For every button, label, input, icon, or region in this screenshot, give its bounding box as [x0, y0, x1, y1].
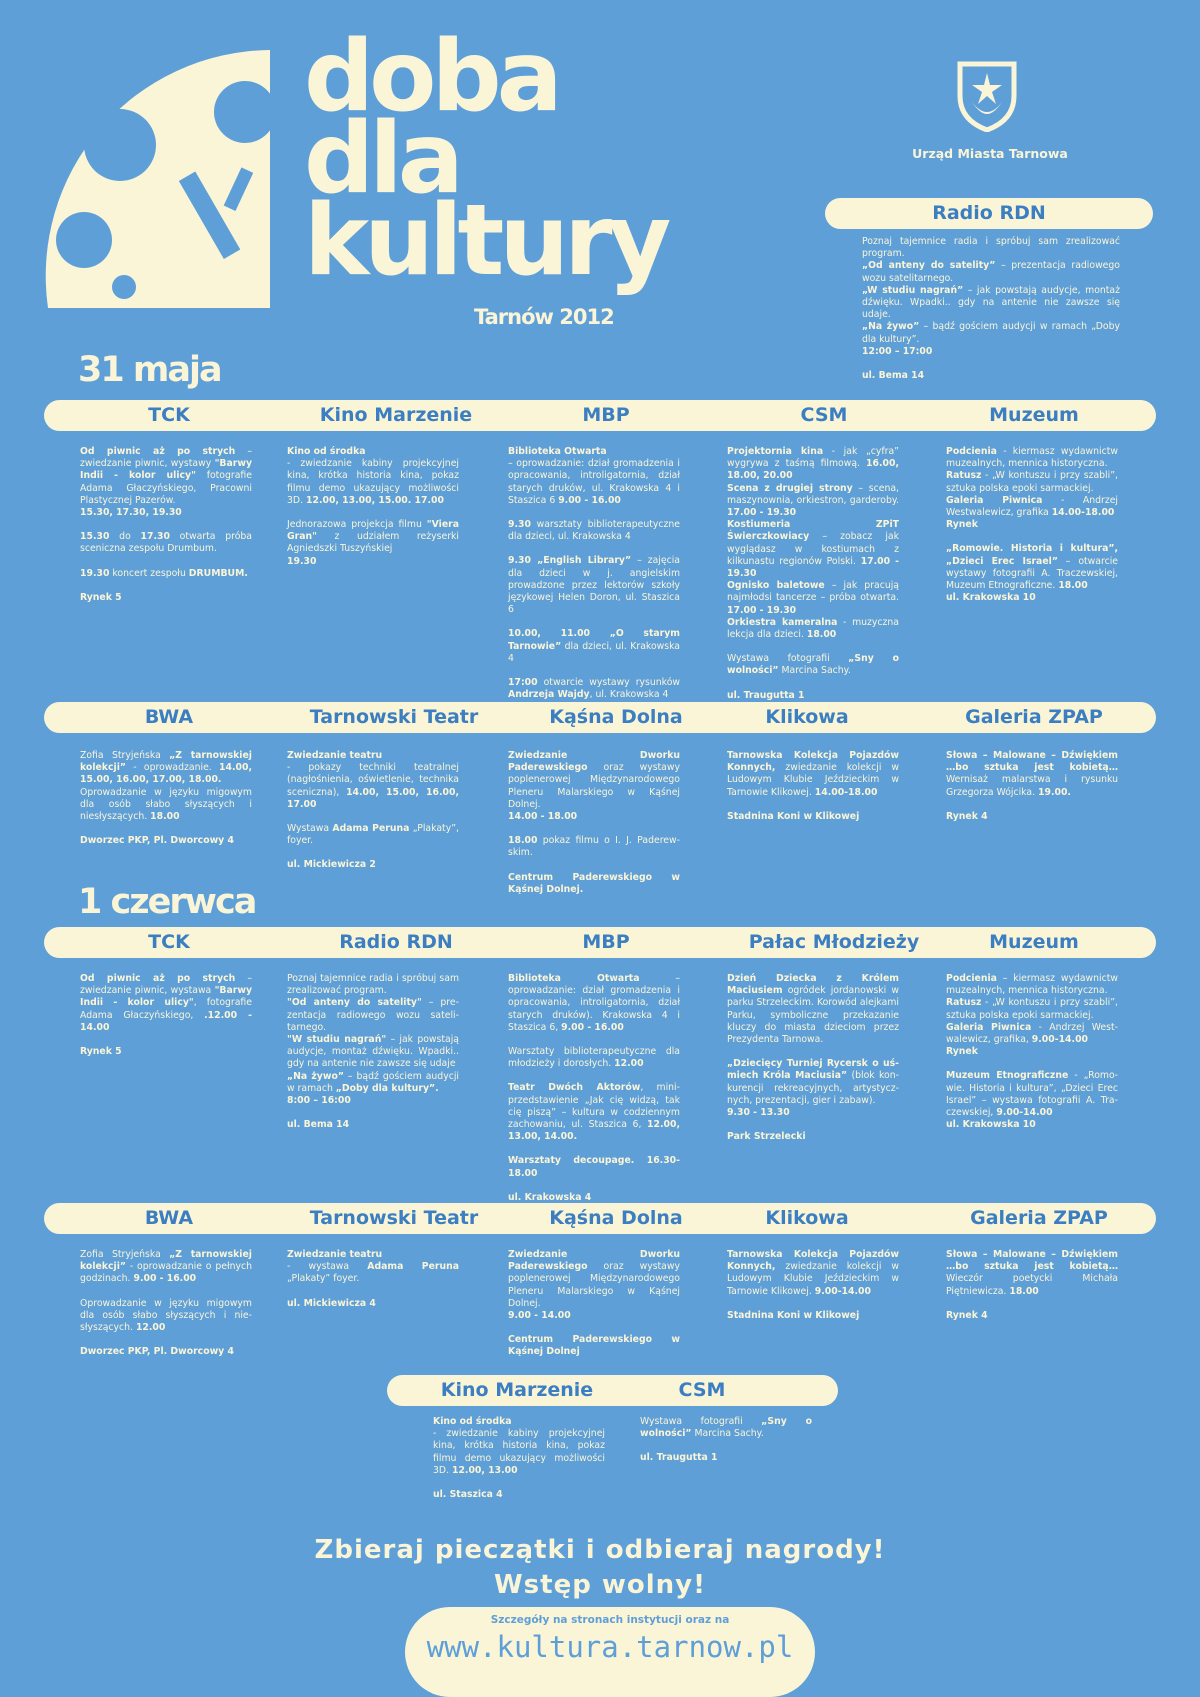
date-heading-31-maja: 31 maja: [78, 350, 221, 390]
title-line-2: dla: [304, 102, 459, 216]
program-rdn-day2: Poznaj tajemnice radia i spróbuj sam zrealizować program. "Od anteny do satelity" – prezentacja radiowego wozu satelitarnego. "W studiu nagrań" – jak powstają audycje, montaż dźwięku. Wpadki.. gdy na antenie nie zawsze się udaje „Na żywo” – bądź gościem audycji w ramach „Doby dla kultury”. 8:00 – 16:00 ul. Bema 14: [287, 973, 460, 1131]
address: Centrum Paderewskiego w Kąśnej Dolnej.: [508, 871, 680, 895]
address: ul. Bema 14: [287, 1119, 350, 1131]
venue-header: Radio RDN: [339, 931, 453, 953]
venue-header: Muzeum: [989, 404, 1079, 426]
program-klikowa-day1: Tarnowska Kolekcja Pojazdów Konnych, zwiedzanie kolekcji w Ludowym Klubie Jeździeckim w Tarnowie Klikowej. 14.00-18.00 Stadnina Koni w Klikowej: [727, 750, 899, 822]
address: Stadnina Koni w Klikowej: [727, 810, 860, 822]
footer-details-text: Szczegóły na stronach instytucji oraz na: [490, 1614, 730, 1626]
radio-rdn-header: Radio RDN: [825, 198, 1153, 229]
venue-header: Kąśna Dolna: [549, 706, 683, 728]
venue-bar-day1-row1: [44, 400, 1156, 431]
event-subtitle: Tarnów 2012: [474, 305, 614, 329]
program-muzeum-day1: Podcienia - kiermasz wydawnictw muzealnych, mennica historyczna. Ratusz - „W kontuszu i przy szabli”, sztuka polska epoki sarmackiej. Galeria Piwnica - Andrzej Westwalewicz, grafika 14.00-18.00 Rynek „Romowie. Historia i kultura”, „Dzieci Erec Israel” – otwarcie wystawy fotografii A. Traczewskiej, Muzeum Etnograficzne. 18.00 ul. Krakowska 10: [946, 446, 1118, 604]
date-heading-1-czerwca: 1 czerwca: [78, 882, 256, 922]
address: ul. Bema 14: [862, 370, 925, 382]
venue-header: Kino Marzenie: [319, 404, 473, 426]
address: ul. Traugutta 1: [640, 1452, 718, 1464]
city-crest-icon: [952, 58, 1022, 132]
venue-bar-day2-row3: [387, 1375, 838, 1406]
program-kino-day2: Kino od środka - zwiedzanie kabiny projekcyjnej kina, krótka historia kina, pokaz filmu demo ukazujący możliwości 3D. 12.00, 13.00 ul. Staszica 4: [433, 1416, 605, 1501]
address: ul. Staszica 4: [433, 1489, 503, 1501]
address: Stadnina Koni w Klikowej: [727, 1309, 860, 1321]
program-tck-day2: Od piwnic aż po strych – zwiedzanie piwnic, wystawa "Barwy Indii - kolor ulicy", fotografie Adama Głaczyńskiego, .12.00 - 14.00 Rynek 5: [80, 973, 253, 1058]
address: Rynek 5: [80, 591, 122, 603]
program-bwa-day1: Zofia Stryjeńska „Z tarnowskiej kolekcji” - oprowadzanie. 14.00, 15.00, 16.00, 17.00, 18.00. Oprowadzanie w języku migowym dla osób słabo słyszących i niesłyszących. 18.00 Dworzec PKP, Pl. Dworcowy 4: [80, 750, 252, 847]
venue-header: Kino Marzenie: [440, 1379, 594, 1401]
address: ul. Mickiewicza 4: [287, 1297, 376, 1309]
venue-header: MBP: [582, 404, 630, 426]
address: Dworzec PKP, Pl. Dworcowy 4: [80, 1346, 234, 1358]
venue-header: TCK: [148, 931, 190, 953]
venue-header: BWA: [144, 706, 194, 728]
venue-header: Klikowa: [765, 1207, 849, 1229]
venue-header: Klikowa: [765, 706, 849, 728]
venue-header: CSM: [800, 404, 848, 426]
program-zpap-day1: Słowa – Malowane – Dźwiękiem …bo sztuka jest kobietą… Wernisaż malarstwa i rysunku Grzegorza Wójcika. 19.00. Rynek 4: [946, 750, 1118, 822]
program-teatr-day2: Zwiedzanie teatru - wystawa Adama Peruna „Plakaty” foyer. ul. Mickiewicza 4: [287, 1249, 459, 1309]
address: ul. Traugutta 1: [727, 689, 805, 701]
footer-free-entry: Wstęp wolny!: [494, 1570, 706, 1600]
clock-logo: [40, 50, 270, 315]
address: Centrum Paderewskiego w Kąśnej Dolnej: [508, 1334, 680, 1358]
program-kasna-day1: Zwiedzanie Dworku Paderewskiego oraz wystawy poplenerowej Międzynarodowego Pleneru Malarskiego w Kąśnej Dolnej. 14.00 - 18.00 18.00 pokaz filmu o I. J. Paderewskim. Centrum Paderewskiego w Kąśnej Dolnej.: [508, 750, 680, 895]
venue-bar-day2-row1: [44, 927, 1156, 958]
footer-slogan: Zbieraj pieczątki i odbieraj nagrody!: [314, 1535, 886, 1565]
address: Park Strzelecki: [727, 1131, 806, 1143]
program-mbp-day2: Biblioteka Otwarta – oprowadzanie: dział gromadzenia i opracowania, introligatornia, dział starych druków). Krakowska 4 i Staszica 6, 9.00 - 16.00 Warsztaty biblioterapeutyczne dla młodzieży i dorosłych. 12.00 Teatr Dwóch Aktorów, miniprzedstawienie „Jak cię widzą, tak cię piszą” – kultura w codziennym zachowaniu, ul. Staszica 6, 12.00, 13.00, 14.00. Warsztaty decoupage. 16.30-18.00 ul. Krakowska 4: [508, 973, 681, 1203]
address: Rynek 5: [80, 1046, 122, 1058]
program-csm-day2: Wystawa fotografii „Sny o wolności” Marcina Sachy. ul. Traugutta 1: [640, 1416, 812, 1464]
program-mbp-day1: Biblioteka Otwarta – oprowadzanie: dział gromadzenia i opracowania, introligatornia, dział starych druków, ul. Krakowska 4 i Staszica 6 9.00 - 16.00 9.30 warsztaty biblioterapeutyczne dla dzieci, ul. Krakowska 4 9.30 „English Library” – zajęcia dla dzieci w j. angielskim prowadzone przez lektorów szkoły językowej Helen Doron, ul. Staszica 6 10.00, 11.00 „O starym Tarnowie” dla dzieci, ul. Krakowska 4 17:00 otwarcie wystawy rysunków Andrzeja Wajdy, ul. Krakowska 4: [508, 446, 680, 701]
program-csm-day1: Projektornia kina - jak „cyfra” wygrywa z taśmą filmową. 16.00, 18.00, 20.00 Scena z drugiej strony – scena, maszynownia, orkiestron, garderoby. 17.00 - 19.30 Kostiumeria ZPiT Świerczkowiacy – zobacz jak wyglądasz w kostiumach z kilkunastu regionów Polski. 17.00 - 19.30 Ognisko baletowe – jak pracują najmłodsi tancerze – próba otwarta. 17.00 - 19.30 Orkiestra kameralna - muzyczna lekcja dla dzieci. 18.00 Wystawa fotografii „Sny o wolności” Marcina Sachy. ul. Traugutta 1: [727, 446, 899, 701]
program-bwa-day2: Zofia Stryjeńska „Z tarnowskiej kolekcji” - oprowadzanie o pełnych godzinach. 9.00 - 16.00 Oprowadzanie w języku migowym dla osób słabo słyszących i niesłyszących. 12.00 Dworzec PKP, Pl. Dworcowy 4: [80, 1249, 252, 1358]
venue-header: Kąśna Dolna: [549, 1207, 683, 1229]
address: ul. Mickiewicza 2: [287, 859, 376, 871]
address: ul. Krakowska 4: [508, 1191, 592, 1203]
title-line-3: kultury: [304, 184, 667, 298]
address: Rynek 4: [946, 810, 988, 822]
venue-header: Tarnowski Teatr: [309, 706, 479, 728]
title-line-1: doba: [304, 20, 558, 134]
program-palac-day2: Dzień Dziecka z Królem Maciusiem ogródek jordanowski w parku Strzeleckim. Korowód alejkami Parku, symboliczne przekazanie kluczy do miasta dzieciom przez Prezydenta Tarnowa. „Dziecięcy Turniej Rycersk o uśmiech Króla Maciusia” (blok konkurencji rekreacyjnych, artystycznych, prezentacji, gier i zabaw). 9.30 - 13.30 Park Strzelecki: [727, 973, 899, 1143]
program-kasna-day2: Zwiedzanie Dworku Paderewskiego oraz wystawy poplenerowej Międzynarodowego Pleneru Malarskiego w Kąśnej Dolnej. 9.00 - 14.00 Centrum Paderewskiego w Kąśnej Dolnej: [508, 1249, 680, 1358]
crest-label: Urząd Miasta Tarnowa: [912, 146, 1068, 161]
address: Rynek 4: [946, 1309, 988, 1321]
venue-header: Muzeum: [989, 931, 1079, 953]
program-tck-day1: Od piwnic aż po strych – zwiedzanie piwnic, wystawy "Barwy Indii - kolor ulicy" fotografie Adama Głaczyńskiego, Pracowni Plastycznej Pazerów. 15.30, 17.30, 19.30 15.30 do 17.30 otwarta próba sceniczna zespołu Drumbum. 19.30 koncert zespołu DRUMBUM. Rynek 5: [80, 446, 253, 603]
venue-header: CSM: [678, 1379, 726, 1401]
program-klikowa-day2: Tarnowska Kolekcja Pojazdów Konnych, zwiedzanie kolekcji w Ludowym Klubie Jeździeckim w Tarnowie Klikowej. 9.00-14.00 Stadnina Koni w Klikowej: [727, 1249, 899, 1321]
venue-header: Pałac Młodzieży: [748, 931, 920, 953]
program-muzeum-day2: Podcienia – kiermasz wydawnictw muzealnych, mennica historyczna. Ratusz - „W kontuszu i przy szabli”, sztuka polska epoki sarmackiej. Galeria Piwnica - Andrzej Westwalewicz, grafika, 9.00-14.00 Rynek Muzeum Etnograficzne - „Romowie. Historia i kultura”, „Dzieci Erec Israel” – wystawa fotografii A. Traczewskiej, 9.00-14.00 ul. Krakowska 10: [946, 973, 1118, 1131]
venue-bar-day2-row2: [44, 1203, 1156, 1234]
event-title: [304, 20, 667, 298]
radio-rdn-description: Poznaj tajemnice radia i spróbuj sam zrealizować program. „Od anteny do satelity” – prezentacja radiowego wozu satelitarnego. „W studiu nagrań” – jak powstają audycje, montaż dźwięku. Wpadki.. gdy na antenie nie zawsze się udaje. „Na żywo” – bądź gościem audycji w ramach „Doby dla kultury”. 12:00 – 17:00 ul. Bema 14: [862, 236, 1120, 382]
venue-bar-day1-row2: [44, 702, 1156, 733]
venue-header: Galeria ZPAP: [970, 1207, 1108, 1229]
address: Dworzec PKP, Pl. Dworcowy 4: [80, 835, 234, 847]
program-kino-day1: Kino od środka - zwiedzanie kabiny projekcyjnej kina, krótka historia kina, pokaz filmu demo ukazujący możliwości 3D. 12.00, 13.00, 15.00. 17.00 Jednorazowa projekcja filmu "Viera Gran" z udziałem reżyserki Agniedszki Tuszyńskiej 19.30: [287, 446, 459, 567]
venue-header: Galeria ZPAP: [965, 706, 1103, 728]
venue-header: BWA: [144, 1207, 194, 1229]
venue-header: TCK: [148, 404, 190, 426]
program-zpap-day2: Słowa – Malowane – Dźwiękiem …bo sztuka jest kobietą… Wieczór poetycki Michała Piętniewicza. 18.00 Rynek 4: [946, 1249, 1118, 1321]
footer-website-link[interactable]: www.kultura.tarnow.pl: [426, 1630, 794, 1664]
program-teatr-day1: Zwiedzanie teatru - pokazy techniki teatralnej (nagłośnienia, oświetlenie, technika sceniczna), 14.00, 15.00, 16.00, 17.00 Wystawa Adama Peruna „Plakaty”, foyer. ul. Mickiewicza 2: [287, 750, 459, 871]
venue-header: MBP: [582, 931, 630, 953]
venue-header: Tarnowski Teatr: [309, 1207, 479, 1229]
